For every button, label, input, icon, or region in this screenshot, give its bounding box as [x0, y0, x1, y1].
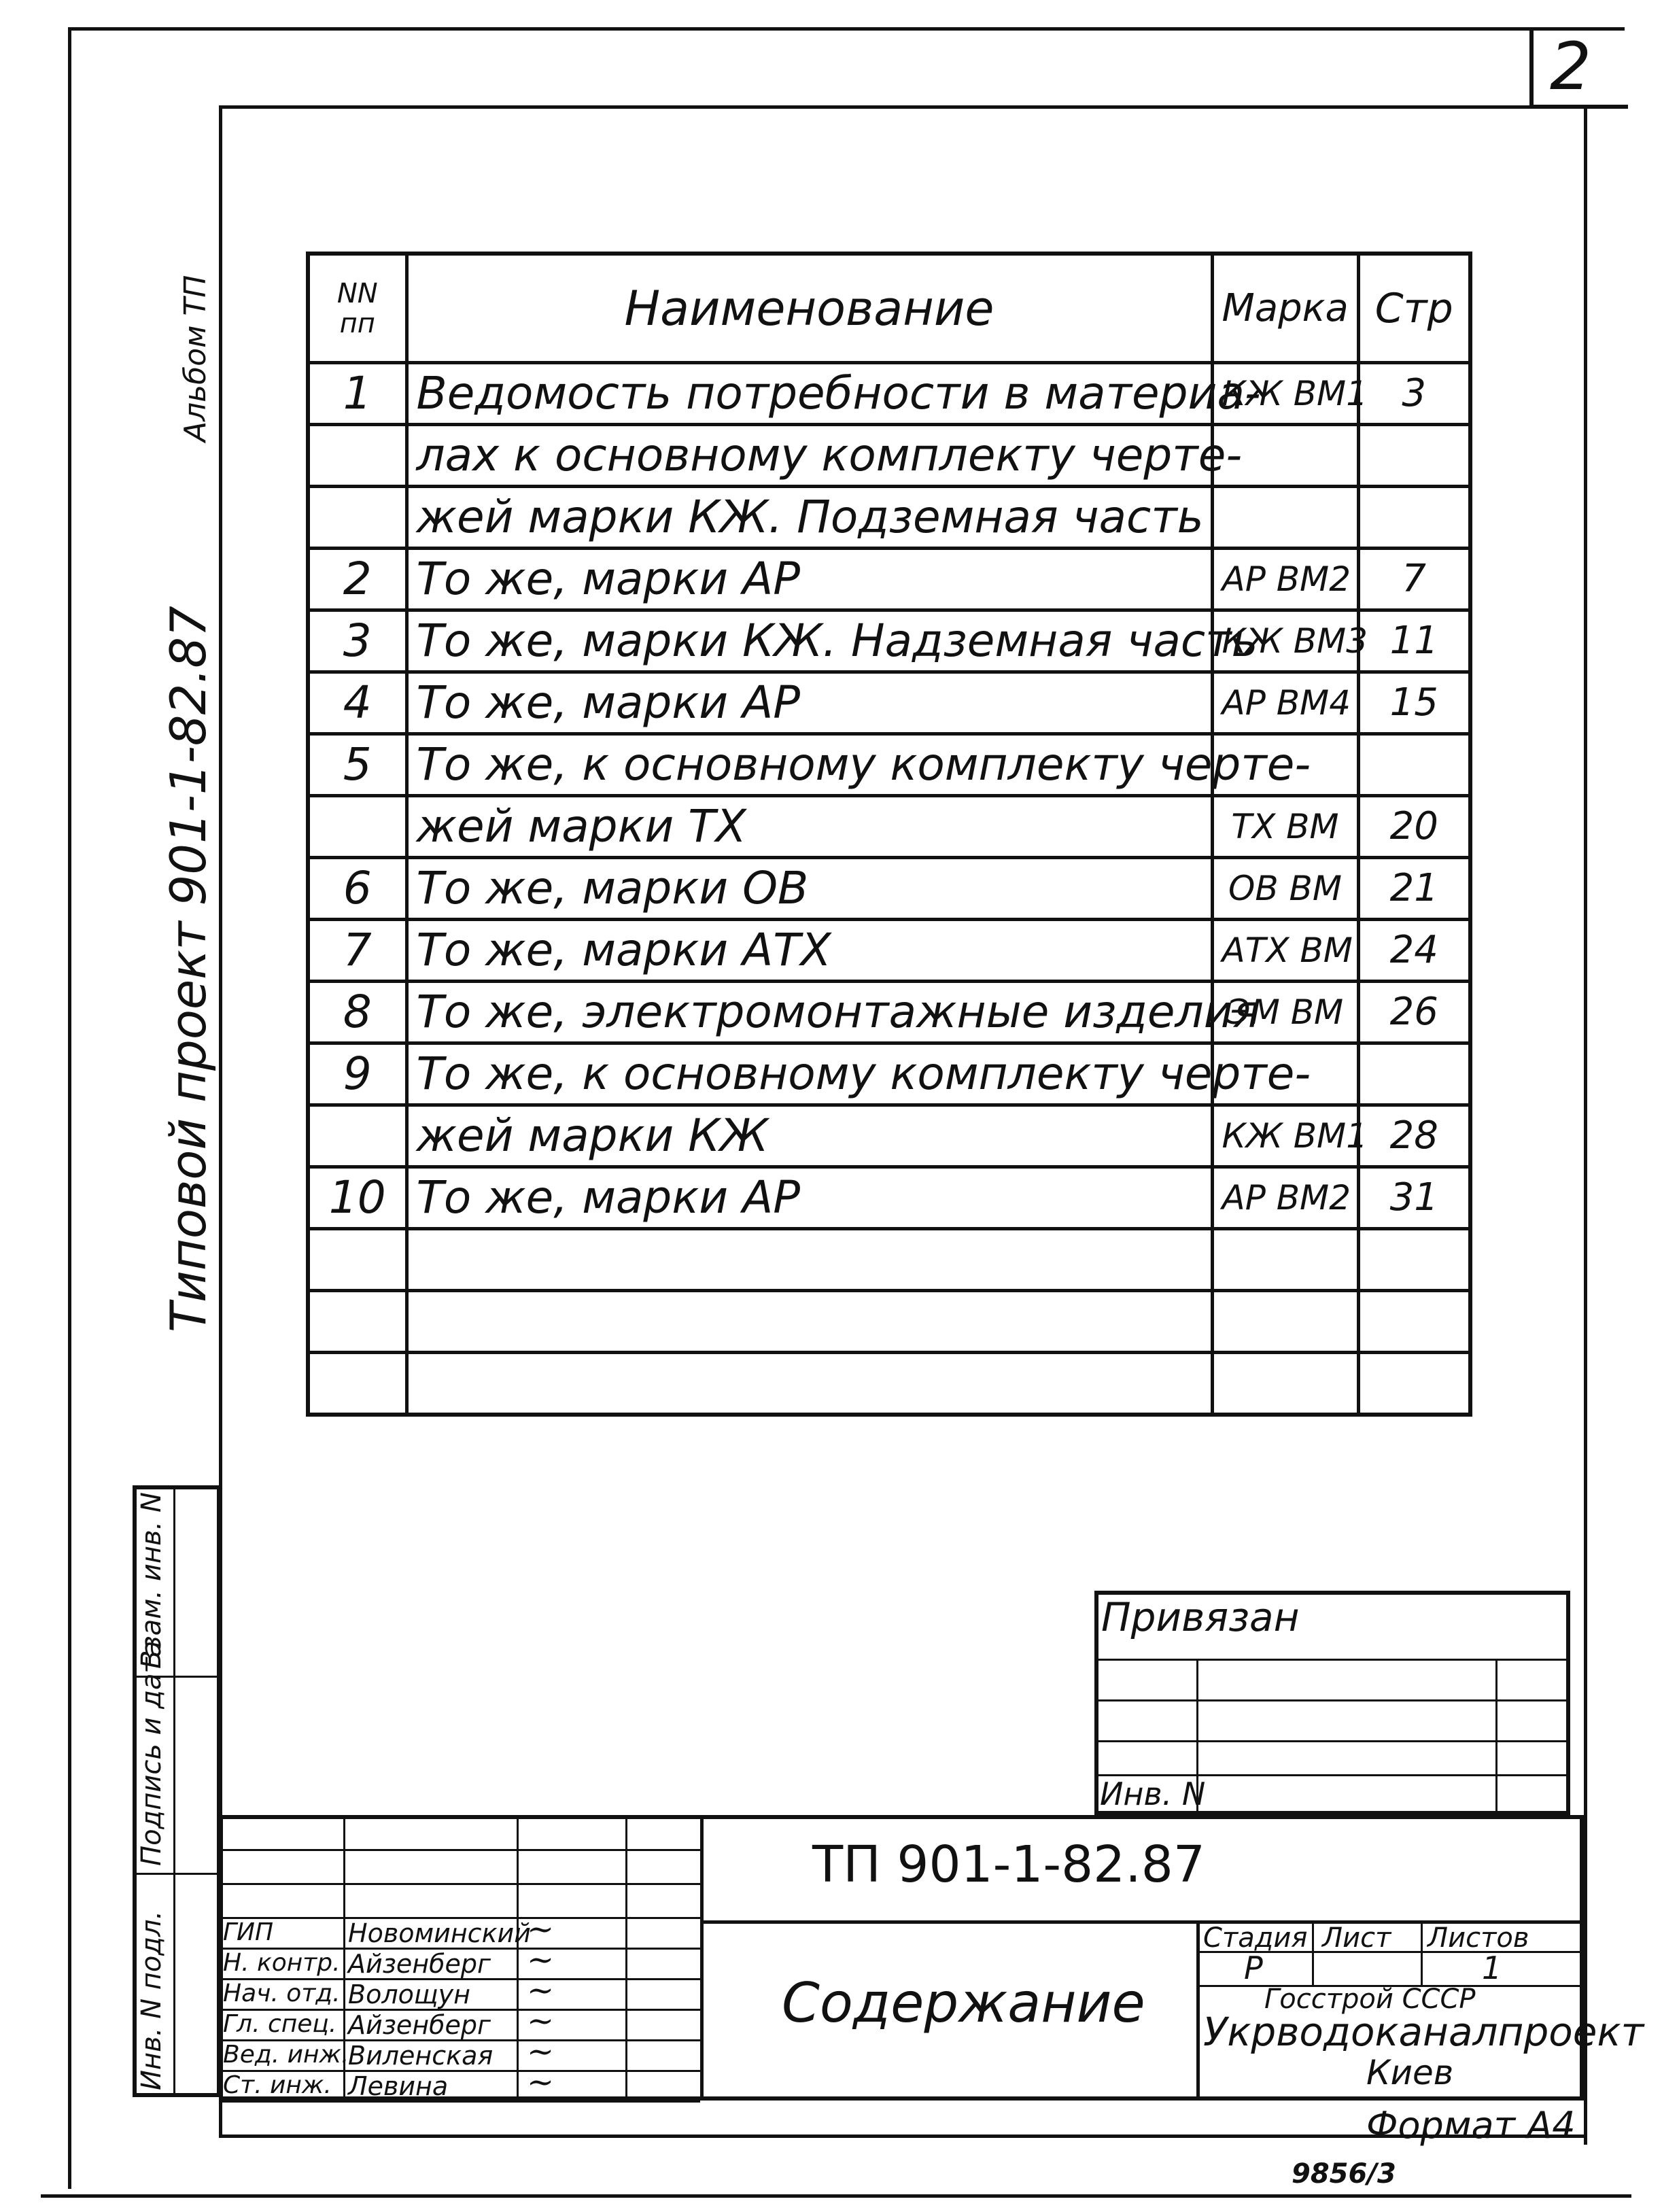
role-name: Айзенберг	[348, 1949, 491, 1979]
sheets-label: Листов	[1427, 1922, 1529, 1954]
drawing-title: Содержание	[782, 1971, 1145, 2035]
privyazan-vline-2	[1495, 1659, 1497, 1815]
header-mark: Марка	[1212, 254, 1358, 363]
row-page: 21	[1358, 858, 1470, 920]
outer-frame-top	[68, 27, 1625, 31]
privyazan-label: Привязан	[1101, 1594, 1300, 1640]
tb-vline-3	[625, 1815, 627, 2101]
table-row	[308, 796, 1470, 858]
header-page: Стр	[1358, 254, 1470, 363]
row-mark: АР ВМ2	[1212, 549, 1358, 610]
row-name: То же, марки АТХ	[406, 920, 1212, 982]
row-mark: ТХ ВМ	[1212, 796, 1358, 858]
tb-vline-2	[517, 1815, 519, 2101]
role-label: ГИП	[223, 1918, 274, 1946]
header-name: Наименование	[406, 254, 1212, 363]
row-name: То же, к основному комплекту черте-	[406, 1043, 1212, 1105]
signature-mark: ~	[527, 2033, 555, 2071]
row-mark: АР ВМ4	[1212, 672, 1358, 734]
row-num: 2	[308, 549, 406, 610]
row-page	[1358, 487, 1470, 549]
row-page: 7	[1358, 549, 1470, 610]
row-mark: КЖ ВМ1	[1212, 363, 1358, 425]
format-label: Формат А4	[1366, 2104, 1576, 2147]
vzam-inv-label: Взам. инв. N	[136, 1492, 167, 1669]
row-page	[1358, 1229, 1470, 1291]
header-num: NN пп	[308, 254, 406, 363]
contents-table	[306, 252, 1472, 1417]
project-vertical-text: Типовой проект 901-1-82.87	[160, 606, 217, 1332]
row-mark: АР ВМ2	[1212, 1167, 1358, 1229]
role-name: Айзенберг	[348, 2010, 491, 2040]
row-page	[1358, 425, 1470, 487]
tb-left-hline-1	[219, 1849, 700, 1851]
org-line-3: Киев	[1366, 2053, 1454, 2092]
row-name	[406, 1291, 1212, 1353]
row-mark: АТХ ВМ	[1212, 920, 1358, 982]
table-row	[308, 610, 1470, 672]
row-page: 15	[1358, 672, 1470, 734]
role-label: Гл. спец.	[223, 2010, 337, 2038]
row-num	[308, 487, 406, 549]
signature-mark: ~	[527, 1941, 555, 1979]
row-mark: ЭМ ВМ	[1212, 982, 1358, 1043]
table-row	[308, 1105, 1470, 1167]
row-name: жей марки КЖ. Подземная часть	[406, 487, 1212, 549]
row-page: 3	[1358, 363, 1470, 425]
row-page: 24	[1358, 920, 1470, 982]
privyazan-line-1	[1094, 1659, 1570, 1661]
role-name: Виленская	[348, 2041, 494, 2071]
inner-frame-top	[219, 105, 1625, 109]
org-line-2: Укрводоканалпроект	[1203, 2009, 1644, 2055]
row-num: 6	[308, 858, 406, 920]
signature-mark: ~	[527, 1971, 555, 2009]
row-page	[1358, 734, 1470, 796]
privyazan-line-2	[1094, 1699, 1570, 1701]
stage-label: Стадия	[1203, 1922, 1308, 1954]
inner-frame-right	[1584, 105, 1587, 2145]
table-row	[308, 487, 1470, 549]
privyazan-inv: Инв. N	[1100, 1776, 1206, 1812]
row-page: 26	[1358, 982, 1470, 1043]
row-mark: КЖ ВМ3	[1212, 610, 1358, 672]
row-page: 28	[1358, 1105, 1470, 1167]
table-row	[308, 1167, 1470, 1229]
album-vertical-text: Альбом ТП	[178, 275, 213, 442]
tb-vline-5	[1196, 1920, 1200, 2101]
stage-value: Р	[1244, 1950, 1263, 1986]
table-row	[308, 920, 1470, 982]
table-row	[308, 734, 1470, 796]
table-row	[308, 858, 1470, 920]
footer-number: 9856/3	[1292, 2158, 1396, 2190]
row-mark: ОВ ВМ	[1212, 858, 1358, 920]
row-page: 11	[1358, 610, 1470, 672]
row-num: 3	[308, 610, 406, 672]
row-num: 9	[308, 1043, 406, 1105]
row-page: 20	[1358, 796, 1470, 858]
outer-frame-left	[68, 27, 71, 2189]
table-row	[308, 1353, 1470, 1415]
row-mark: КЖ ВМ1	[1212, 1105, 1358, 1167]
row-num: 8	[308, 982, 406, 1043]
table-row	[308, 425, 1470, 487]
privyazan-line-3	[1094, 1740, 1570, 1742]
row-num: 1	[308, 363, 406, 425]
sheet-label: Лист	[1322, 1922, 1391, 1954]
row-name: жей марки ТХ	[406, 796, 1212, 858]
podpis-data-label: Подпись и дата	[136, 1640, 167, 1866]
role-label: Ст. инж.	[223, 2071, 332, 2099]
role-name: Новоминский	[348, 1918, 531, 1948]
row-name: жей марки КЖ	[406, 1105, 1212, 1167]
table-row	[308, 982, 1470, 1043]
row-name: То же, марки АР	[406, 672, 1212, 734]
row-num	[308, 1105, 406, 1167]
tb-stage-vline-1	[1312, 1920, 1314, 1985]
row-num	[308, 1291, 406, 1353]
row-num	[308, 1353, 406, 1415]
row-mark	[1212, 1291, 1358, 1353]
table-row	[308, 1229, 1470, 1291]
row-page	[1358, 1353, 1470, 1415]
org-line-1: Госстрой СССР	[1264, 1984, 1476, 2015]
row-page: 31	[1358, 1167, 1470, 1229]
row-num: 5	[308, 734, 406, 796]
row-mark	[1212, 487, 1358, 549]
inv-podl-label: Инв. N подл.	[136, 1910, 167, 2090]
row-num: 4	[308, 672, 406, 734]
row-page	[1358, 1043, 1470, 1105]
row-page	[1358, 1291, 1470, 1353]
row-name: То же, марки АР	[406, 549, 1212, 610]
row-name: То же, к основному комплекту черте-	[406, 734, 1212, 796]
row-name: То же, марки КЖ. Надземная часть	[406, 610, 1212, 672]
table-row	[308, 549, 1470, 610]
role-name: Волощун	[348, 1980, 470, 2009]
role-label: Н. контр.	[223, 1949, 341, 1977]
role-name: Левина	[348, 2071, 449, 2101]
row-mark	[1212, 1229, 1358, 1291]
row-name: Ведомость потребности в материа-	[406, 363, 1212, 425]
tb-stage-vline-2	[1421, 1920, 1423, 1985]
row-num	[308, 425, 406, 487]
row-num	[308, 1229, 406, 1291]
role-label: Вед. инж.	[223, 2041, 349, 2069]
row-name: То же, марки ОВ	[406, 858, 1212, 920]
row-num	[308, 796, 406, 858]
row-name: лах к основному комплекту черте-	[406, 425, 1212, 487]
row-name	[406, 1229, 1212, 1291]
drawing-code: ТП 901-1-82.87	[812, 1835, 1205, 1894]
row-num: 7	[308, 920, 406, 982]
row-mark	[1212, 1353, 1358, 1415]
tb-left-hline-2	[219, 1883, 700, 1885]
outer-frame-bottom	[41, 2194, 1631, 2198]
table-row	[308, 1291, 1470, 1353]
row-name: То же, марки АР	[406, 1167, 1212, 1229]
row-name: То же, электромонтажные изделия	[406, 982, 1212, 1043]
sheet-value: 1	[1482, 1950, 1502, 1986]
table-row	[308, 1043, 1470, 1105]
left-stamp-hline-2	[133, 1873, 221, 1875]
signature-mark: ~	[527, 2002, 555, 2040]
row-name	[406, 1353, 1212, 1415]
table-row	[308, 672, 1470, 734]
sheet-number: 2	[1550, 29, 1592, 105]
left-stamp-divider	[173, 1485, 175, 2097]
row-num: 10	[308, 1167, 406, 1229]
tb-vline-4	[700, 1815, 704, 2101]
signature-mark: ~	[527, 1910, 555, 1948]
signature-mark: ~	[527, 2063, 555, 2101]
role-label: Нач. отд.	[223, 1980, 341, 2007]
table-row	[308, 363, 1470, 425]
